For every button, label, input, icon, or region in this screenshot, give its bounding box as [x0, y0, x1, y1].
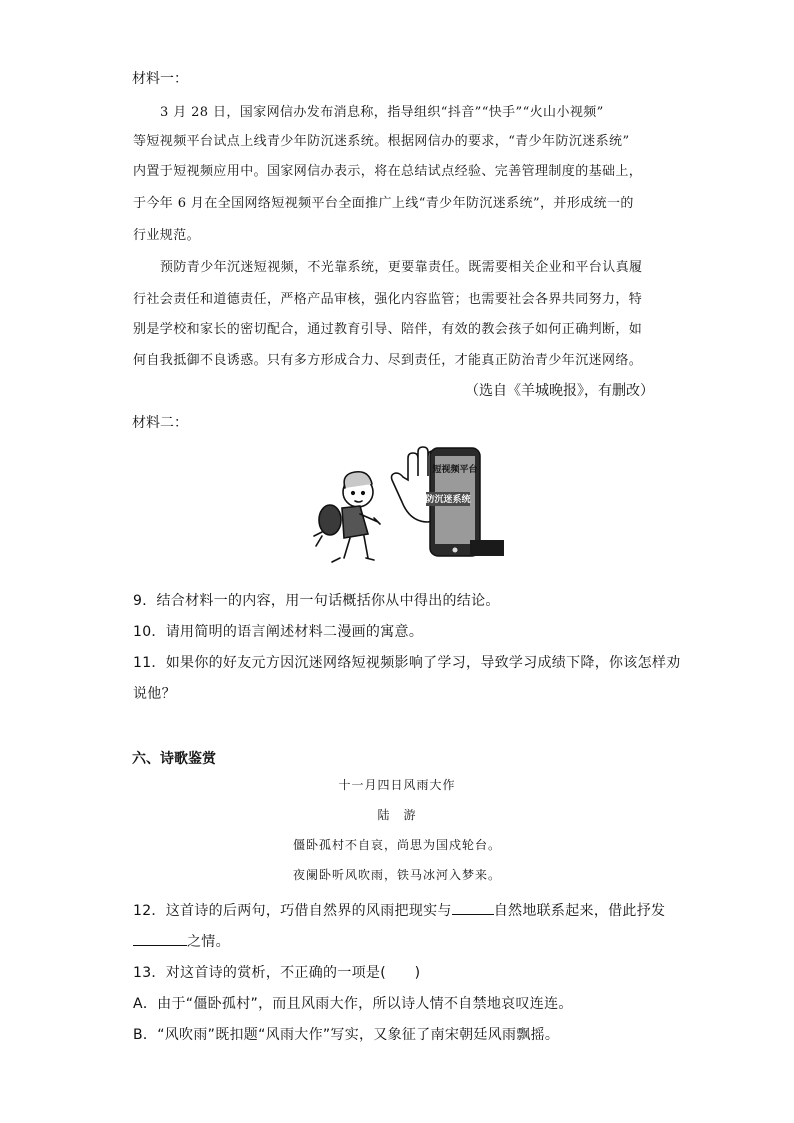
material-1-line: 行社会责任和道德责任，严格产品审核，强化内容监管；也需要社会各界共同努力，特 [133, 292, 643, 307]
cartoon-boy [314, 472, 380, 562]
cartoon-illustration [300, 440, 510, 570]
phone-sign-text: 防沉迷系统 [425, 495, 471, 505]
material-1-source: （选自《羊城晚报》，有删改） [465, 383, 654, 399]
answer-blank-1[interactable] [452, 900, 494, 915]
option-a: A．由于“僵卧孤村”，而且风雨大作，所以诗人情不自禁地哀叹连连。 [133, 996, 573, 1012]
material-1-line: 何自我抵御不良诱惑。只有多方形成合力、尽到责任，才能真正防治青少年沉迷网络。 [133, 353, 643, 368]
option-b: B．“风吹雨”既扣题“风雨大作”写实，又象征了南宋朝廷风雨飘摇。 [133, 1027, 560, 1043]
material-1-line: 于今年 6 月在全国网络短视频平台全面推广上线“青少年防沉迷系统”，并形成统一的 [133, 196, 634, 211]
poem-title: 十一月四日风雨大作 [338, 778, 456, 792]
question-9: 9．结合材料一的内容，用一句话概括你从中得出的结论。 [133, 593, 500, 609]
question-12-line-2 [133, 931, 230, 951]
poem-author: 陆 游 [377, 808, 417, 822]
question-10: 10．请用简明的语言阐述材料二漫画的寓意。 [133, 624, 424, 640]
phone-top-text: 短视频平台 [432, 465, 478, 475]
answer-blank-2[interactable] [133, 931, 187, 946]
material-1-line: 行业规范。 [133, 228, 201, 243]
material-2-label: 材料二： [132, 415, 188, 431]
question-12-text-b: 自然地联系起来，借此抒发 [493, 903, 666, 919]
question-13: 13．对这首诗的赏析，不正确的一项是( ) [133, 965, 421, 981]
phone-icon [425, 448, 504, 556]
material-1-line: 内置于短视频应用中。国家网信办表示，将在总结试点经验、完善管理制度的基础上， [133, 164, 643, 179]
material-1-line: 3 月 28 日，国家网信办发布消息称，指导组织“抖音”“快手”“火山小视频” [160, 105, 604, 120]
material-1-line: 预防青少年沉迷短视频，不光靠系统，更要靠责任。既需要相关企业和平台认真履 [160, 260, 643, 275]
material-1-line: 等短视频平台试点上线青少年防沉迷系统。根据网信办的要求，“青少年防沉迷系统” [133, 134, 630, 149]
material-1-label: 材料一： [132, 71, 188, 87]
section-6-heading: 六、诗歌鉴赏 [132, 751, 216, 767]
question-11-line-1: 11．如果你的好友元方因沉迷网络短视频影响了学习，导致学习成绩下降，你该怎样劝 [133, 655, 681, 671]
poem-line-2: 夜阑卧听风吹雨，铁马冰河入梦来。 [292, 868, 501, 882]
question-12-text-c: 之情。 [187, 934, 230, 950]
material-1-line: 别是学校和家长的密切配合，通过教育引导、陪伴，有效的教会孩子如何正确判断，如 [133, 322, 643, 337]
question-12-line-1 [133, 900, 665, 920]
poem-line-1: 僵卧孤村不自哀，尚思为国戍轮台。 [292, 838, 501, 852]
question-11-line-2: 说他？ [133, 686, 176, 702]
question-12-text-a: 12．这首诗的后两句，巧借自然界的风雨把现实与 [133, 903, 452, 919]
